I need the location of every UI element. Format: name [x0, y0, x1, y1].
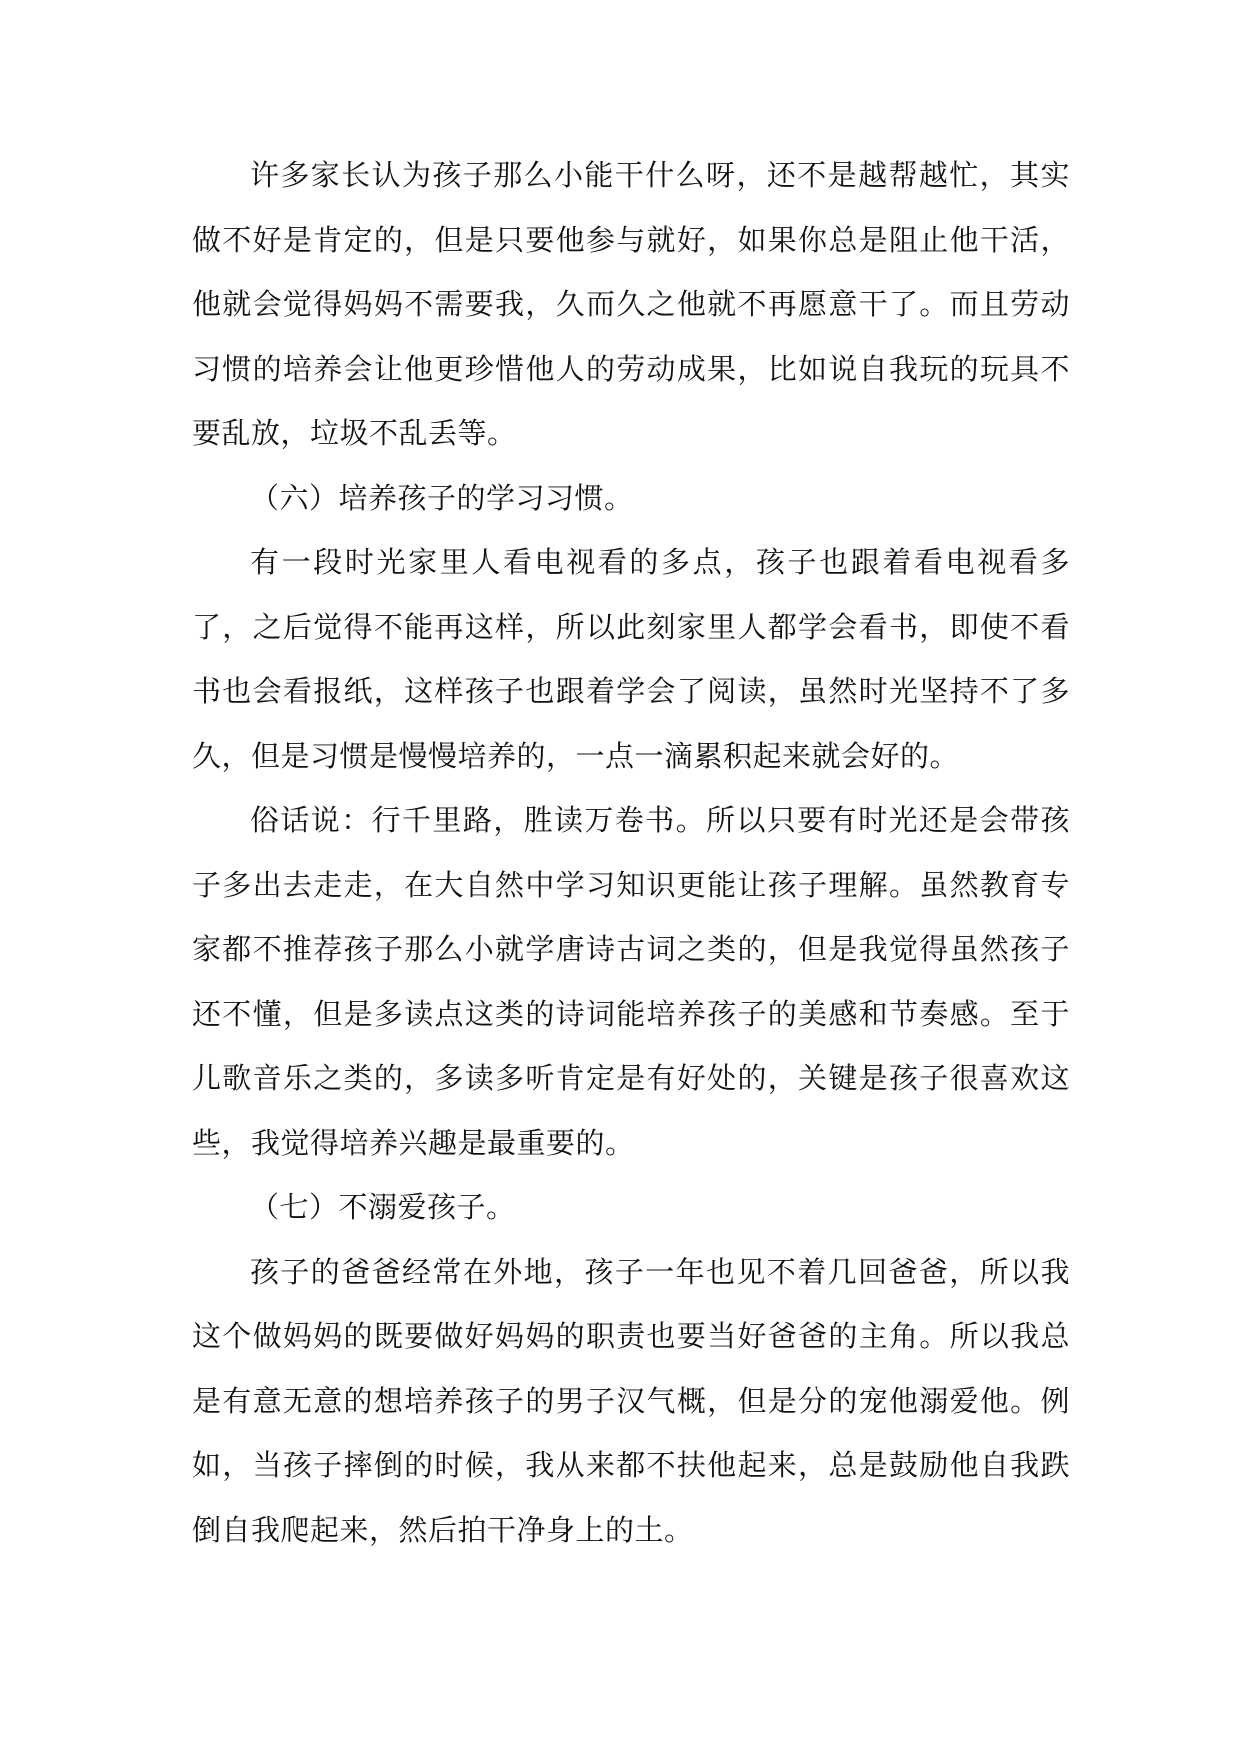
section-heading-six: （六）培养孩子的学习习惯。 — [250, 480, 634, 515]
section-heading-seven: （七）不溺爱孩子。 — [250, 1190, 516, 1224]
paragraph-labor-habits: 许多家长认为孩子那么小能干什么呀，还不是越帮越忙，其实做不好是肯定的，但是只要他参与就好，如果你总是阻止他干活，他就会觉得妈妈不需要我，久而久之他就不再愿意干了。而且劳动习惯的培养会让他更珍惜他人的劳动成果，比如说自我玩的玩具不要乱放，垃圾不乱丢等。 — [192, 158, 1070, 450]
paragraph-travel-learning: 俗话说：行千里路，胜读万卷书。所以只要有时光还是会带孩子多出去走走，在大自然中学习知识更能让孩子理解。虽然教育专家都不推荐孩子那么小就学唐诗古词之类的，但是我觉得虽然孩子还不懂，但是多读点这类的诗词能培养孩子的美感和节奏感。至于儿歌音乐之类的，多读多听肯定是有好处的，关键是孩子很喜欢这些，我觉得培养兴趣是最重要的。 — [192, 803, 1070, 1160]
document-body — [192, 143, 1070, 1562]
paragraph-no-spoiling: 孩子的爸爸经常在外地，孩子一年也见不着几回爸爸，所以我这个做妈妈的既要做好妈妈的职责也要当好爸爸的主角。所以我总是有意无意的想培养孩子的男子汉气概，但是分的宠他溺爱他。例如，当孩子摔倒的时候，我从来都不扶他起来，总是鼓励他自我跌倒自我爬起来，然后拍干净身上的土。 — [192, 1254, 1070, 1547]
paragraph-reading-habits: 有一段时光家里人看电视看的多点，孩子也跟着看电视看多了，之后觉得不能再这样，所以此刻家里人都学会看书，即使不看书也会看报纸，这样孩子也跟着学会了阅读，虽然时光坚持不了多久，但是习惯是慢慢培养的，一点一滴累积起来就会好的。 — [192, 545, 1070, 773]
